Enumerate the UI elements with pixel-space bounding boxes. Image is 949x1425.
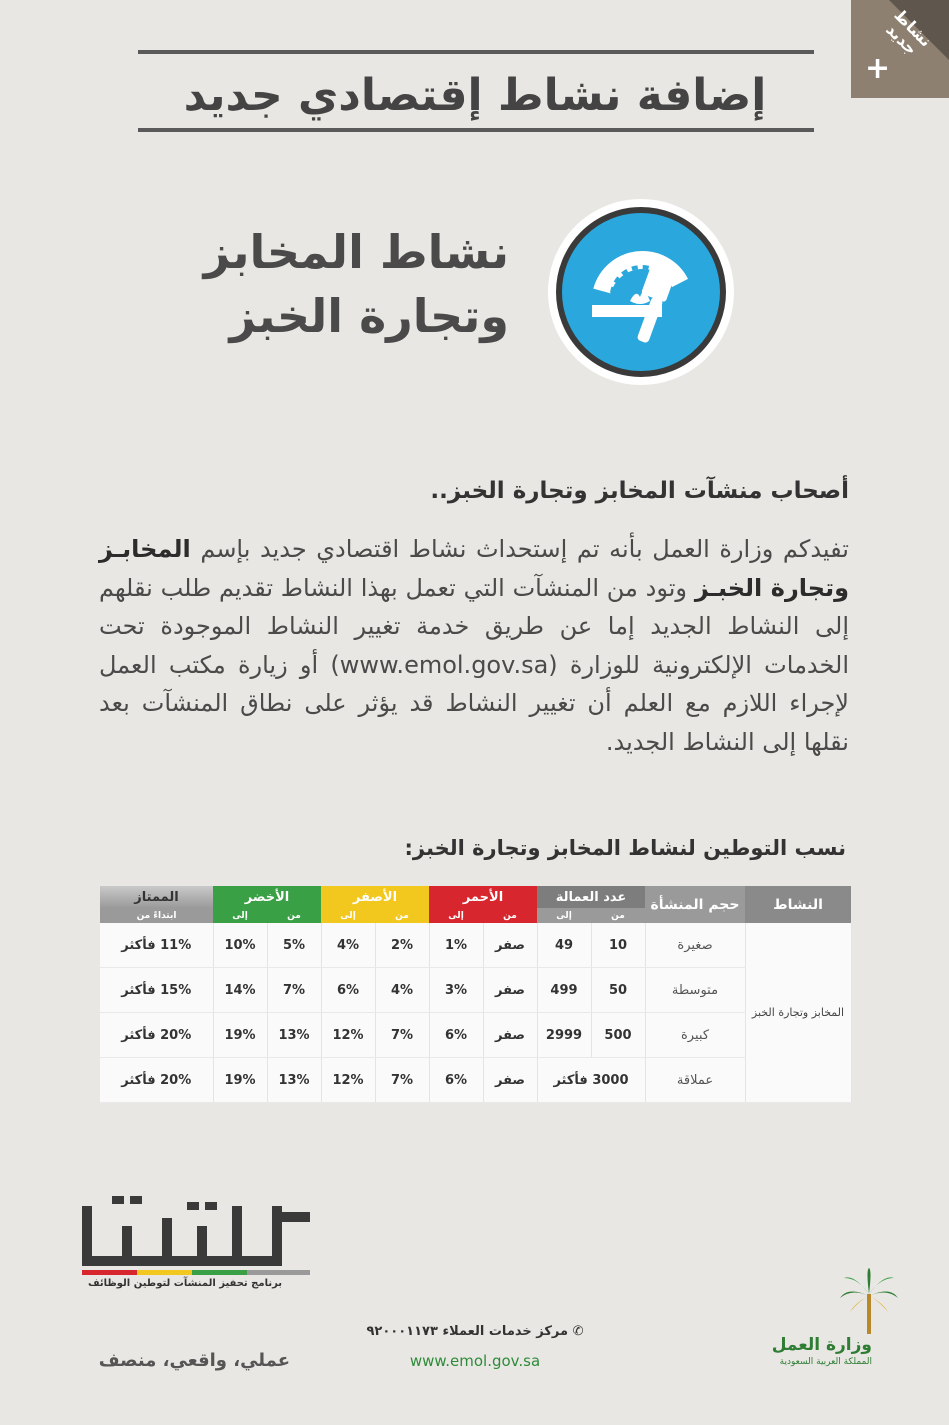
workers-from-cell: 500 [591, 1013, 645, 1058]
yellow-to-cell: 6% [321, 968, 375, 1013]
yellow-to-cell: 12% [321, 1058, 375, 1103]
table-title: نسب التوطين لنشاط المخابز وتجارة الخبز: [404, 836, 846, 860]
red-from-cell: صفر [483, 923, 537, 968]
call-center-label: مركز خدمات العملاء [442, 1324, 569, 1339]
saudization-table [100, 886, 852, 1103]
page-title: إضافة نشاط إقتصادي جديد [183, 70, 767, 121]
green-from-cell: 7% [267, 968, 321, 1013]
body-bold-activity: المخابـز وتجارة الخبـز [99, 535, 850, 602]
yellow-to-cell: 12% [321, 1013, 375, 1058]
size-cell: كبيرة [645, 1013, 745, 1058]
plus-icon: + [865, 51, 891, 86]
body-part1: تفيدكم وزارة العمل بأنه تم إستحداث نشاط اقتصادي جديد بإسم [190, 535, 849, 563]
green-to-cell: 19% [213, 1013, 267, 1058]
header-green: الأخضر [213, 886, 321, 908]
excellent-cell: 15% فأكثر [100, 968, 213, 1013]
header-red-from: من [483, 908, 537, 923]
activity-title-line1: نشاط المخابز [203, 225, 509, 279]
header-yellow-to: إلى [321, 908, 375, 923]
greeting: أصحاب منشآت المخابز وتجارة الخبز.. [430, 478, 849, 504]
header-yellow-from: من [375, 908, 429, 923]
workers-to-cell: 499 [537, 968, 591, 1013]
red-to-cell: 3% [429, 968, 483, 1013]
table-row [100, 968, 851, 1013]
green-from-cell: 13% [267, 1013, 321, 1058]
activity-title-line2: وتجارة الخبز [229, 289, 509, 343]
nitaqat-logo [82, 1196, 312, 1276]
table-row [100, 923, 851, 968]
slogan: عملي، واقعي، منصف [98, 1350, 290, 1371]
red-from-cell: صفر [483, 1013, 537, 1058]
ministry-name: وزارة العمل [771, 1335, 872, 1355]
size-cell: صغيرة [645, 923, 745, 968]
new-activity-corner-badge [851, 0, 949, 98]
header-workers-to: إلى [537, 908, 591, 923]
green-to-cell: 14% [213, 968, 267, 1013]
table-row [100, 1013, 851, 1058]
body-part2: وتود من المنشآت التي تعمل بهذا النشاط تقديم طلب نقلهم إلى النشاط الجديد إما عن طريق خدمة تغيير النشاط الموجودة تحت الخدمات الإلكترونية للوزارة (www.emol.gov.sa) أو زيارة مكتب العمل لإجراء اللازم مع العلم أن تغيير النشاط قد يؤثر على نطاق المنشآت بعد نقلها إلى النشاط الجديد. [99, 573, 849, 756]
ministry-subtitle: المملكة العربية السعودية [779, 1357, 872, 1367]
activity-cell: المخابز وتجارة الخبز [745, 923, 851, 1103]
workers-merged-cell: 3000 فأكثر [537, 1058, 645, 1103]
corner-label: نشاط جديد [882, 5, 936, 59]
header-size: حجم المنشأة [645, 886, 745, 923]
excellent-cell: 20% فأكثر [100, 1013, 213, 1058]
red-from-cell: صفر [483, 968, 537, 1013]
header-green-from: من [267, 908, 321, 923]
green-to-cell: 19% [213, 1058, 267, 1103]
header-excellent: الممتاز [100, 886, 213, 908]
red-to-cell: 6% [429, 1058, 483, 1103]
excellent-cell: 20% فأكثر [100, 1058, 213, 1103]
yellow-from-cell: 7% [375, 1013, 429, 1058]
workers-from-cell: 10 [591, 923, 645, 968]
ministry-palm-logo [838, 1268, 900, 1338]
yellow-from-cell: 7% [375, 1058, 429, 1103]
header-workers: عدد العمالة [537, 886, 645, 908]
excellent-cell: 11% فأكثر [100, 923, 213, 968]
yellow-from-cell: 2% [375, 923, 429, 968]
yellow-to-cell: 4% [321, 923, 375, 968]
red-to-cell: 6% [429, 1013, 483, 1058]
green-to-cell: 10% [213, 923, 267, 968]
header-red-to: إلى [429, 908, 483, 923]
workers-from-cell: 50 [591, 968, 645, 1013]
header-bottom-rule [138, 128, 814, 132]
header-excellent-from: ابتداءً من [100, 908, 213, 923]
activity-title [149, 220, 509, 348]
red-from-cell: صفر [483, 1058, 537, 1103]
website-link[interactable]: www.emol.gov.sa [409, 1352, 541, 1370]
yellow-from-cell: 4% [375, 968, 429, 1013]
header-green-to: إلى [213, 908, 267, 923]
header-yellow: الأصفر [321, 886, 429, 908]
call-center [350, 1324, 600, 1339]
header-top-rule [138, 50, 814, 54]
size-cell: عملاقة [645, 1058, 745, 1103]
size-cell: متوسطة [645, 968, 745, 1013]
nitaqat-subtitle: برنامج تحفيز المنشآت لتوطين الوظائف [87, 1278, 283, 1289]
red-to-cell: 1% [429, 923, 483, 968]
body-paragraph [99, 530, 849, 761]
header-activity: النشاط [745, 886, 851, 923]
table-row [100, 1058, 851, 1103]
header-workers-from: من [591, 908, 645, 923]
green-from-cell: 13% [267, 1058, 321, 1103]
green-from-cell: 5% [267, 923, 321, 968]
workers-to-cell: 2999 [537, 1013, 591, 1058]
workers-to-cell: 49 [537, 923, 591, 968]
bakery-icon [556, 207, 726, 377]
header-red: الأحمر [429, 886, 537, 908]
call-center-number: ٩٢٠٠٠١١٧٣ [366, 1324, 438, 1339]
phone-icon: ✆ [572, 1324, 584, 1339]
